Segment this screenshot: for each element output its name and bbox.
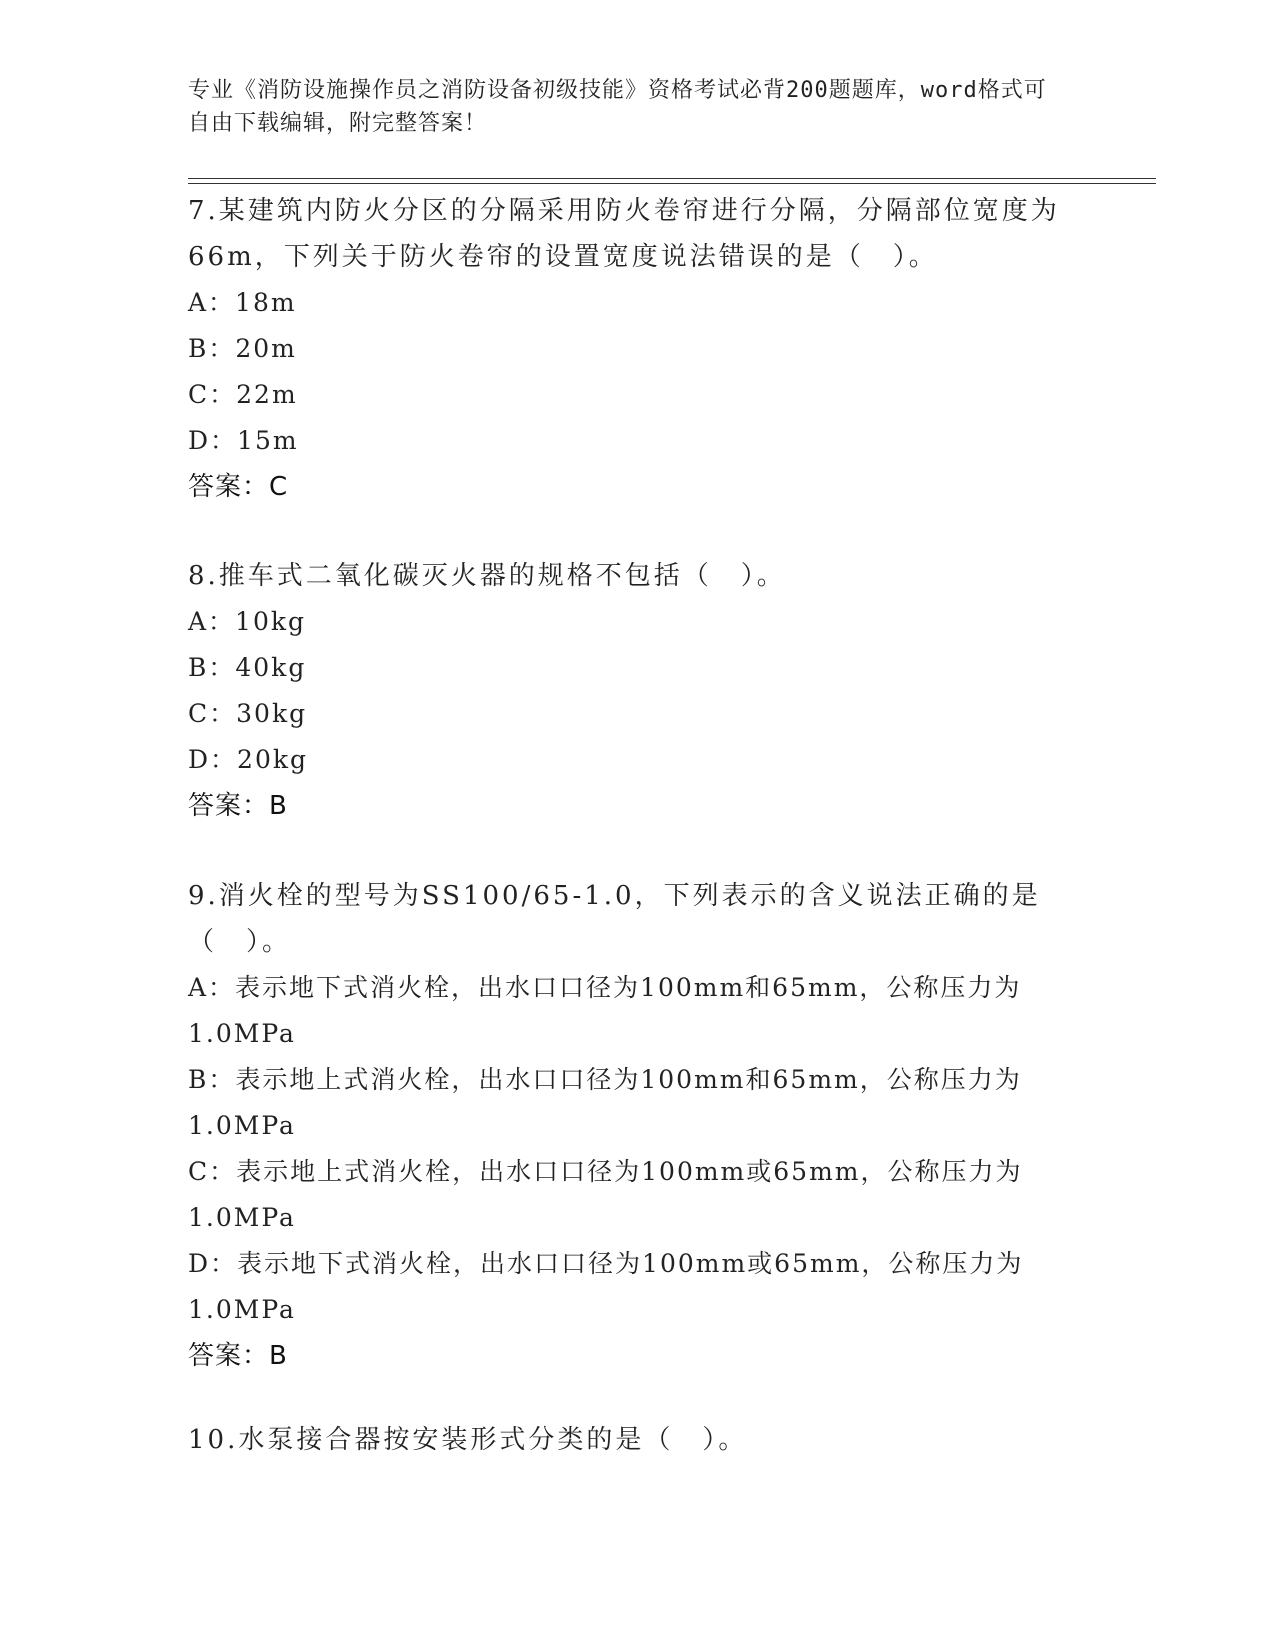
option-a: A：10kg bbox=[188, 607, 307, 636]
option-c: C：30kg bbox=[188, 699, 308, 728]
option-c: C：表示地上式消火栓，出水口口径为100mm或65mm，公称压力为1.0MPa bbox=[188, 1157, 1023, 1232]
answer: 答案：C bbox=[188, 472, 289, 502]
option-d: D：20kg bbox=[188, 745, 309, 774]
question-stem: 8.推车式二氧化碳灭火器的规格不包括（ ）。 bbox=[188, 561, 786, 591]
answer: 答案：B bbox=[188, 1341, 288, 1371]
question-stem: 7.某建筑内防火分区的分隔采用防火卷帘进行分隔，分隔部位宽度为66m，下列关于防火卷帘的设置宽度说法错误的是（ ）。 bbox=[188, 196, 1060, 272]
option-b: B：40kg bbox=[188, 653, 307, 682]
header-divider-top bbox=[188, 178, 1156, 179]
question-stem: 9.消火栓的型号为SS100/65-1.0，下列表示的含义说法正确的是（ ）。 bbox=[188, 881, 1041, 957]
question-7 bbox=[188, 188, 1068, 510]
document-header: 专业《消防设施操作员之消防设备初级技能》资格考试必背200题题库，word格式可自由下载编辑，附完整答案！ bbox=[188, 78, 1047, 136]
option-c: C：22m bbox=[188, 380, 298, 409]
header-divider-bottom bbox=[188, 183, 1156, 184]
answer: 答案：B bbox=[188, 791, 288, 821]
question-stem: 10.水泵接合器按安装形式分类的是（ ）。 bbox=[188, 1425, 748, 1455]
option-b: B：表示地上式消火栓，出水口口径为100mm和65mm，公称压力为1.0MPa bbox=[188, 1065, 1022, 1140]
option-a: A：表示地下式消火栓，出水口口径为100mm和65mm，公称压力为1.0MPa bbox=[188, 973, 1022, 1048]
option-a: A：18m bbox=[188, 288, 297, 317]
option-d: D：表示地下式消火栓，出水口口径为100mm或65mm，公称压力为1.0MPa bbox=[188, 1249, 1024, 1324]
question-9 bbox=[188, 873, 1068, 1379]
question-10 bbox=[188, 1417, 1068, 1463]
question-8 bbox=[188, 553, 1068, 829]
option-d: D：15m bbox=[188, 426, 299, 455]
option-b: B：20m bbox=[188, 334, 297, 363]
